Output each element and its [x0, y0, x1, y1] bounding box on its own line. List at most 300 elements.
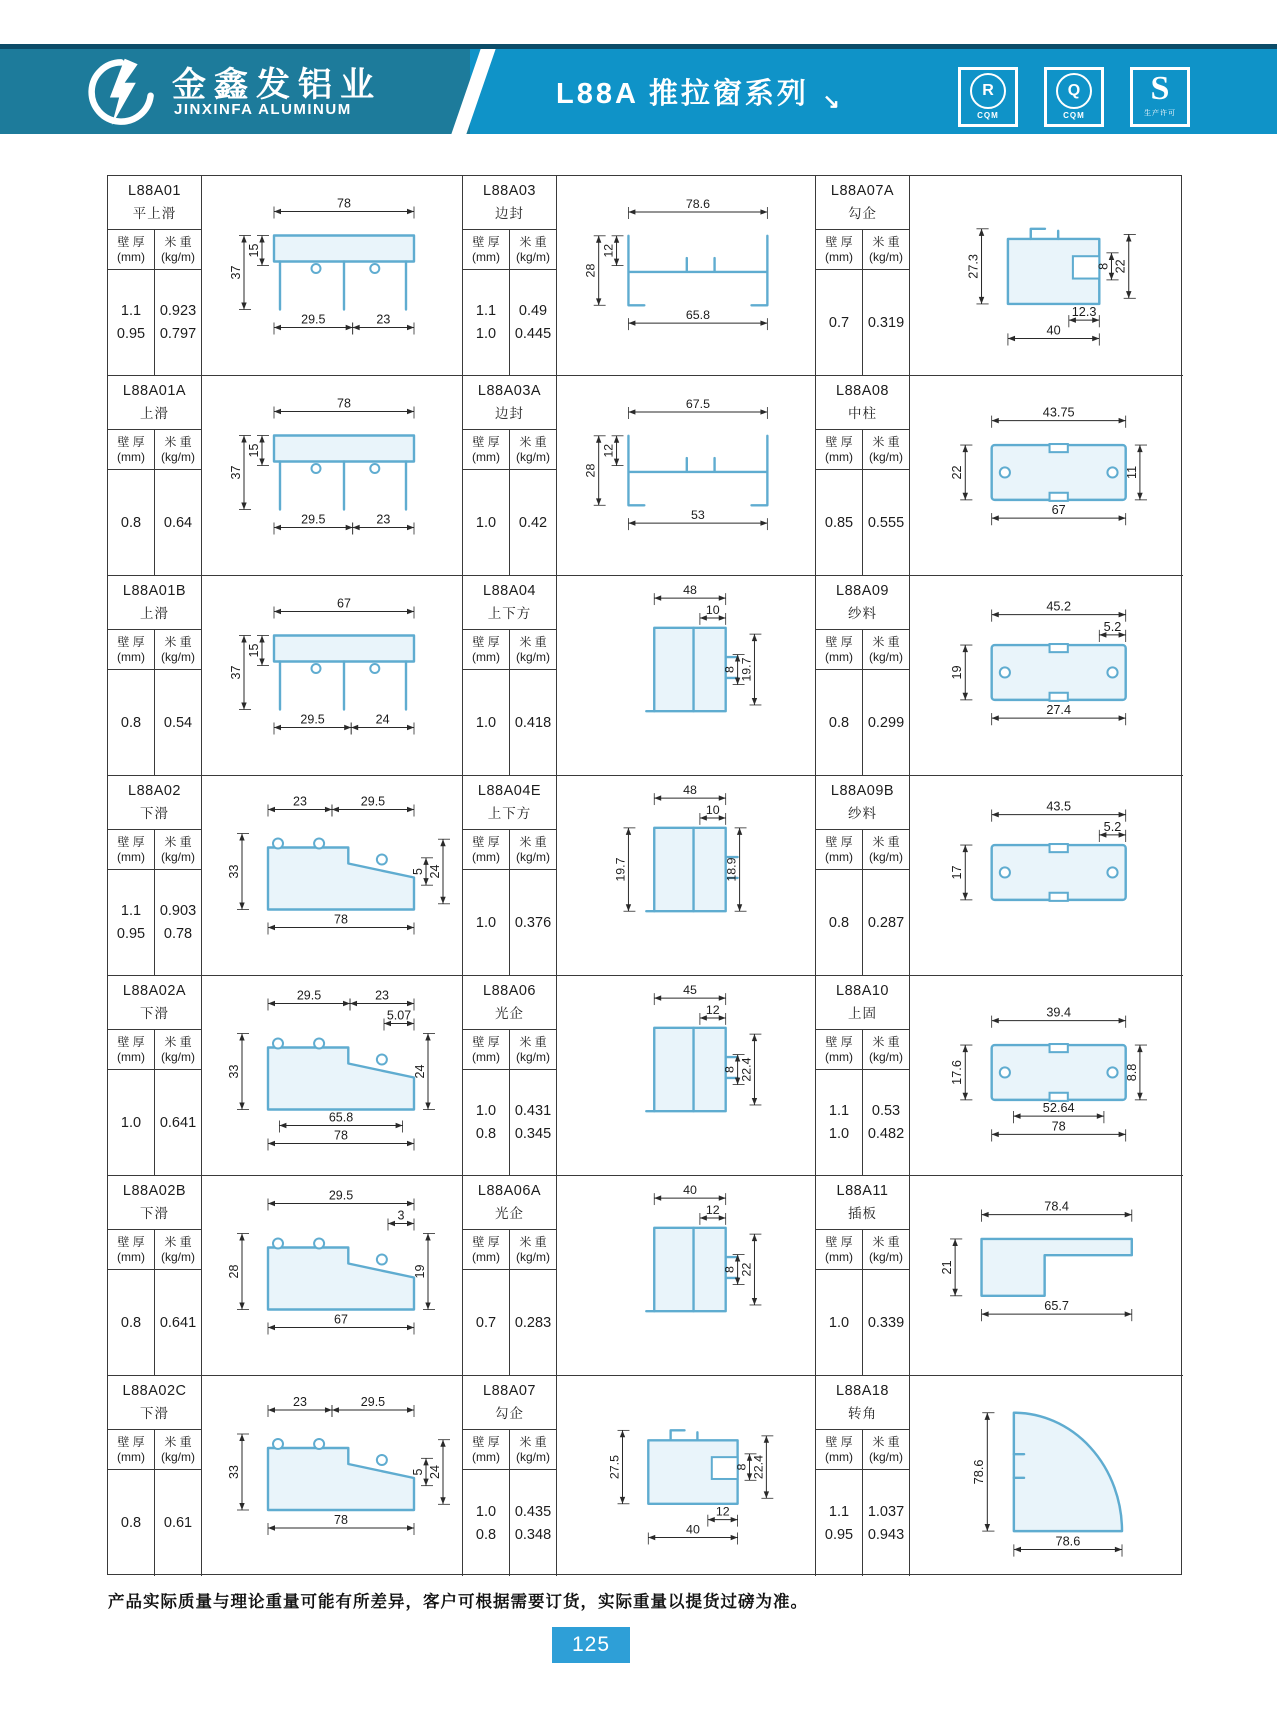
profile-model: L88A09B	[830, 783, 895, 799]
page-number: 125	[552, 1627, 630, 1663]
value-rows	[463, 870, 556, 975]
wall-thickness-unit: (mm)	[472, 649, 500, 664]
wall-thickness-header	[463, 630, 510, 669]
wall-thickness-header	[816, 430, 863, 469]
meter-weight-values	[863, 870, 909, 975]
column-headers	[816, 430, 909, 470]
column-headers	[108, 630, 201, 670]
wall-thickness-values	[463, 1070, 510, 1175]
value-rows	[463, 470, 556, 575]
profile-cell-l88a02a	[108, 976, 463, 1176]
profile-name: 中柱	[848, 406, 877, 421]
meter-weight-unit: (kg/m)	[869, 249, 903, 264]
profile-model-cell	[108, 776, 201, 830]
dim-label: 29.5	[300, 712, 325, 727]
profile-model-cell	[463, 576, 556, 630]
wall-thickness-values	[108, 870, 155, 975]
column-headers	[816, 1030, 909, 1070]
dim-label: 67	[337, 596, 351, 611]
dim-label: 37	[229, 465, 243, 480]
profile-info-panel	[463, 576, 557, 775]
wall-thickness-value: 1.0	[828, 1126, 850, 1142]
meter-weight-label: 米 重	[519, 234, 547, 249]
dim-label: 52.64	[1042, 1101, 1075, 1116]
badge-sub-label: CQM	[1063, 111, 1085, 120]
meter-weight-unit: (kg/m)	[869, 449, 903, 464]
wall-thickness-values	[816, 1070, 863, 1175]
dim-label: 29.5	[301, 512, 326, 527]
profile-info-panel	[463, 1376, 557, 1576]
dim-label: 78	[334, 912, 348, 927]
wall-thickness-label: 壁 厚	[117, 434, 145, 449]
column-headers	[108, 430, 201, 470]
wall-thickness-label: 壁 厚	[472, 1434, 500, 1449]
profile-model: L88A07	[483, 1383, 536, 1399]
meter-weight-unit: (kg/m)	[161, 849, 195, 864]
wall-thickness-header	[463, 230, 510, 269]
wall-thickness-values	[463, 1270, 510, 1375]
profile-info-panel	[108, 1176, 202, 1375]
dim-label: 29.5	[301, 312, 326, 327]
wall-thickness-values	[816, 470, 863, 575]
wall-thickness-values	[816, 870, 863, 975]
dim-label: 19.7	[613, 857, 628, 882]
meter-weight-value: 0.641	[159, 1314, 197, 1331]
wall-thickness-values	[108, 470, 155, 575]
column-headers	[463, 230, 556, 270]
dim-label: 78	[334, 1513, 348, 1527]
column-headers	[816, 1230, 909, 1270]
dim-label: 27.5	[607, 1455, 622, 1480]
profile-name: 下滑	[140, 1206, 169, 1221]
profile-cell-l88a02	[108, 776, 463, 976]
dim-label: 17.6	[950, 1060, 965, 1085]
dim-label: 65.7	[1044, 1299, 1070, 1314]
wall-thickness-unit: (mm)	[117, 1249, 145, 1264]
dim-label: 29.5	[360, 1395, 386, 1409]
meter-weight-value: 0.797	[159, 326, 197, 342]
meter-weight-value: 0.943	[867, 1526, 905, 1543]
profile-model-cell	[816, 976, 909, 1030]
profile-name: 光企	[495, 1006, 524, 1021]
cert-badge-q-cqm	[1044, 67, 1104, 127]
wall-thickness-unit: (mm)	[825, 449, 853, 464]
dim-label: 8	[1096, 262, 1111, 270]
value-rows	[108, 1470, 201, 1576]
wall-thickness-label: 壁 厚	[472, 834, 500, 849]
dim-label: 43.75	[1042, 405, 1075, 420]
dim-label: 19	[413, 1264, 427, 1279]
meter-weight-label: 米 重	[872, 234, 900, 249]
dim-label: 78	[337, 396, 351, 411]
dim-label: 43.5	[1046, 799, 1072, 814]
value-rows	[463, 270, 556, 375]
wall-thickness-label: 壁 厚	[117, 834, 145, 849]
company-logo-icon	[84, 55, 158, 129]
dim-label: 5.2	[1103, 619, 1122, 634]
profile-model: L88A04	[483, 583, 536, 599]
profile-info-panel	[816, 176, 910, 375]
meter-weight-values	[155, 1470, 201, 1576]
meter-weight-unit: (kg/m)	[869, 1249, 903, 1264]
dim-label: 12	[705, 1202, 720, 1217]
series-title	[556, 71, 840, 112]
meter-weight-value: 0.431	[514, 1103, 552, 1119]
profile-info-panel	[463, 1176, 557, 1375]
meter-weight-values	[863, 270, 909, 375]
value-rows	[816, 1270, 909, 1375]
profile-name: 纱料	[848, 606, 877, 621]
wall-thickness-values	[463, 270, 510, 375]
profile-name: 下滑	[140, 1006, 169, 1021]
wall-thickness-value: 0.7	[828, 314, 850, 331]
dim-label: 29.5	[328, 1188, 354, 1203]
wall-thickness-unit: (mm)	[117, 1449, 145, 1464]
value-rows	[816, 1470, 909, 1576]
dim-label: 8.8	[1124, 1063, 1139, 1082]
meter-weight-value: 1.037	[867, 1503, 905, 1520]
profile-model: L88A08	[836, 383, 889, 399]
wall-thickness-label: 壁 厚	[117, 634, 145, 649]
meter-weight-unit: (kg/m)	[516, 1049, 550, 1064]
dim-label: 28	[227, 1264, 241, 1279]
dim-label: 67.5	[685, 397, 710, 412]
meter-weight-value: 0.641	[159, 1114, 197, 1131]
wall-thickness-unit: (mm)	[472, 1249, 500, 1264]
series-title-text: L88A 推拉窗系列	[556, 78, 809, 110]
profile-model-cell	[108, 376, 201, 430]
dim-label: 5.07	[386, 1008, 412, 1023]
wall-thickness-value: 0.95	[116, 326, 146, 342]
dim-label: 22	[950, 465, 965, 480]
profile-info-panel	[463, 976, 557, 1175]
footer-note: 产品实际质量与理论重量可能有所差异，客户可根据需要订货，实际重量以提货过磅为准。	[108, 1593, 808, 1611]
wall-thickness-header	[816, 1430, 863, 1469]
meter-weight-label: 米 重	[519, 1234, 547, 1249]
profile-cell-l88a06a	[463, 1176, 816, 1376]
dim-label: 22.4	[751, 1455, 766, 1480]
certification-badges	[958, 67, 1190, 127]
profile-info-panel	[108, 576, 202, 775]
profile-drawing	[910, 176, 1183, 375]
meter-weight-value: 0.49	[518, 303, 548, 319]
wall-thickness-header	[108, 1030, 155, 1069]
column-headers	[463, 830, 556, 870]
wall-thickness-values	[816, 670, 863, 775]
meter-weight-values	[510, 1470, 556, 1576]
profile-cell-l88a08	[816, 376, 1183, 576]
meter-weight-header	[863, 1430, 909, 1469]
dim-label: 53	[691, 508, 705, 523]
profile-drawing	[557, 776, 815, 975]
profile-name: 上下方	[487, 806, 532, 821]
meter-weight-value: 0.299	[867, 714, 905, 731]
dim-label: 78.6	[971, 1459, 987, 1485]
wall-thickness-label: 壁 厚	[825, 834, 853, 849]
meter-weight-header	[510, 1030, 556, 1069]
dim-label: 5.2	[1103, 819, 1122, 834]
meter-weight-label: 米 重	[872, 1434, 900, 1449]
wall-thickness-label: 壁 厚	[472, 434, 500, 449]
meter-weight-values	[510, 1070, 556, 1175]
dim-label: 8	[722, 1266, 737, 1273]
profile-cell-l88a09	[816, 576, 1183, 776]
company-name-cn: 金鑫发铝业	[172, 66, 382, 104]
badge-letter: R	[982, 82, 994, 99]
meter-weight-value: 0.435	[514, 1503, 552, 1520]
profile-model-cell	[816, 1376, 909, 1430]
meter-weight-values	[510, 270, 556, 375]
meter-weight-values	[510, 670, 556, 775]
dim-label: 27.3	[966, 254, 981, 279]
wall-thickness-value: 0.8	[828, 914, 850, 931]
profile-name: 上固	[848, 1006, 877, 1021]
value-rows	[816, 470, 909, 575]
meter-weight-header	[155, 1030, 201, 1069]
value-rows	[108, 270, 201, 375]
meter-weight-values	[155, 1270, 201, 1375]
dim-label: 67	[334, 1312, 348, 1327]
profile-cell-l88a07a	[816, 176, 1183, 376]
dim-label: 45	[683, 983, 697, 998]
column-headers	[108, 1030, 201, 1070]
profile-info-panel	[816, 776, 910, 975]
header-band	[0, 44, 1277, 134]
wall-thickness-header	[108, 430, 155, 469]
wall-thickness-header	[108, 630, 155, 669]
wall-thickness-label: 壁 厚	[472, 234, 500, 249]
profile-drawing	[557, 376, 815, 575]
value-rows	[463, 1070, 556, 1175]
meter-weight-value: 0.53	[871, 1103, 901, 1119]
dim-label: 37	[229, 265, 243, 280]
dim-label: 19	[950, 665, 965, 680]
column-headers	[816, 1430, 909, 1470]
profile-model-cell	[816, 576, 909, 630]
profile-model: L88A11	[836, 1183, 889, 1199]
dim-label: 40	[1046, 323, 1061, 338]
wall-thickness-header	[816, 1230, 863, 1269]
meter-weight-header	[510, 830, 556, 869]
wall-thickness-unit: (mm)	[117, 249, 145, 264]
dim-label: 22	[739, 1262, 754, 1277]
meter-weight-values	[155, 470, 201, 575]
meter-weight-values	[155, 870, 201, 975]
dim-label: 15	[247, 243, 261, 258]
wall-thickness-value: 0.95	[824, 1526, 854, 1543]
meter-weight-header	[155, 1430, 201, 1469]
value-rows	[463, 670, 556, 775]
dim-label: 78.6	[685, 197, 710, 212]
meter-weight-values	[510, 1270, 556, 1375]
profile-drawing	[202, 976, 462, 1175]
meter-weight-values	[510, 470, 556, 575]
meter-weight-header	[863, 430, 909, 469]
profile-name: 光企	[495, 1206, 524, 1221]
meter-weight-value: 0.283	[514, 1314, 552, 1331]
dim-label: 18.9	[724, 857, 739, 882]
wall-thickness-value: 1.0	[475, 914, 497, 931]
profile-name: 边封	[495, 406, 524, 421]
profile-model-cell	[108, 176, 201, 230]
dim-label: 15	[247, 643, 261, 658]
wall-thickness-unit: (mm)	[825, 1049, 853, 1064]
meter-weight-header	[863, 230, 909, 269]
column-headers	[463, 630, 556, 670]
wall-thickness-label: 壁 厚	[472, 634, 500, 649]
meter-weight-label: 米 重	[872, 434, 900, 449]
wall-thickness-label: 壁 厚	[825, 634, 853, 649]
profile-name: 勾企	[495, 1406, 524, 1421]
wall-thickness-header	[463, 1230, 510, 1269]
wall-thickness-label: 壁 厚	[825, 434, 853, 449]
dim-label: 5	[411, 1468, 425, 1476]
dim-label: 8	[722, 1066, 737, 1073]
profile-model: L88A02A	[122, 983, 187, 999]
badge-sub-label: 生产许可	[1144, 110, 1176, 117]
meter-weight-value: 0.339	[867, 1314, 905, 1331]
profile-model: L88A02C	[122, 1383, 187, 1399]
meter-weight-value: 0.923	[159, 303, 197, 319]
profile-model: L88A07A	[830, 183, 895, 199]
dim-label: 48	[683, 783, 697, 798]
wall-thickness-value: 1.1	[120, 903, 142, 919]
dim-label: 78	[334, 1128, 348, 1143]
meter-weight-label: 米 重	[872, 1234, 900, 1249]
profile-info-panel	[463, 776, 557, 975]
meter-weight-label: 米 重	[519, 834, 547, 849]
wall-thickness-values	[108, 1470, 155, 1576]
wall-thickness-label: 壁 厚	[825, 1234, 853, 1249]
wall-thickness-value: 0.95	[116, 926, 146, 942]
profile-name: 边封	[495, 206, 524, 221]
meter-weight-values	[155, 270, 201, 375]
profile-drawing	[910, 776, 1183, 975]
dim-label: 24	[413, 1064, 427, 1079]
profile-model-cell	[816, 176, 909, 230]
wall-thickness-values	[108, 1070, 155, 1175]
wall-thickness-label: 壁 厚	[472, 1034, 500, 1049]
dim-label: 45.2	[1046, 599, 1072, 614]
dim-label: 8	[734, 1463, 749, 1471]
meter-weight-values	[863, 1470, 909, 1576]
dim-label: 33	[227, 864, 241, 879]
wall-thickness-unit: (mm)	[117, 649, 145, 664]
dim-label: 12.3	[1071, 305, 1097, 320]
profile-info-panel	[816, 976, 910, 1175]
meter-weight-value: 0.345	[514, 1126, 552, 1142]
dim-label: 10	[705, 802, 720, 817]
meter-weight-label: 米 重	[164, 834, 192, 849]
profile-drawing	[910, 576, 1183, 775]
value-rows	[108, 670, 201, 775]
dim-label: 12	[715, 1504, 730, 1519]
wall-thickness-unit: (mm)	[472, 249, 500, 264]
meter-weight-value: 0.903	[159, 903, 197, 919]
profile-model-cell	[463, 376, 556, 430]
wall-thickness-header	[463, 430, 510, 469]
wall-thickness-unit: (mm)	[472, 1449, 500, 1464]
profile-model-cell	[463, 176, 556, 230]
dim-label: 22	[1113, 259, 1128, 274]
meter-weight-header	[510, 630, 556, 669]
meter-weight-value: 0.445	[514, 326, 552, 342]
wall-thickness-header	[463, 1430, 510, 1469]
dim-label: 23	[376, 312, 391, 327]
wall-thickness-value: 1.0	[828, 1314, 850, 1331]
dim-label: 67	[1051, 503, 1066, 518]
dim-label: 48	[683, 583, 697, 598]
profile-cell-l88a01a	[108, 376, 463, 576]
profile-info-panel	[463, 176, 557, 375]
meter-weight-values	[863, 670, 909, 775]
meter-weight-label: 米 重	[164, 634, 192, 649]
wall-thickness-values	[816, 270, 863, 375]
profile-drawing	[910, 1176, 1183, 1375]
meter-weight-header	[863, 1030, 909, 1069]
profile-cell-l88a02b	[108, 1176, 463, 1376]
wall-thickness-unit: (mm)	[825, 1249, 853, 1264]
profile-model-cell	[108, 976, 201, 1030]
profile-cell-l88a09b	[816, 776, 1183, 976]
meter-weight-value: 0.54	[163, 714, 193, 731]
wall-thickness-value: 0.8	[120, 1314, 142, 1331]
meter-weight-unit: (kg/m)	[161, 449, 195, 464]
dim-label: 23	[293, 1395, 307, 1409]
dim-label: 27.4	[1046, 703, 1072, 718]
wall-thickness-value: 0.8	[475, 1126, 497, 1142]
meter-weight-values	[155, 670, 201, 775]
profile-name: 下滑	[140, 1406, 169, 1421]
wall-thickness-header	[816, 830, 863, 869]
cert-badge-r-cqm	[958, 67, 1018, 127]
wall-thickness-unit: (mm)	[117, 449, 145, 464]
column-headers	[108, 830, 201, 870]
meter-weight-header	[510, 430, 556, 469]
dim-label: 28	[583, 463, 598, 478]
dim-label: 33	[227, 1064, 241, 1079]
profile-info-panel	[816, 1376, 910, 1576]
meter-weight-unit: (kg/m)	[516, 249, 550, 264]
profile-name: 上滑	[140, 406, 169, 421]
profile-cell-l88a03a	[463, 376, 816, 576]
profile-model-cell	[463, 976, 556, 1030]
wall-thickness-value: 0.8	[475, 1526, 497, 1543]
profile-model: L88A10	[836, 983, 889, 999]
wall-thickness-label: 壁 厚	[472, 1234, 500, 1249]
meter-weight-label: 米 重	[519, 434, 547, 449]
meter-weight-values	[863, 1070, 909, 1175]
wall-thickness-values	[108, 1270, 155, 1375]
wall-thickness-value: 1.1	[120, 303, 142, 319]
dim-label: 78	[337, 196, 351, 211]
dim-label: 19.7	[739, 657, 754, 682]
meter-weight-label: 米 重	[164, 234, 192, 249]
profile-model-cell	[816, 1176, 909, 1230]
meter-weight-unit: (kg/m)	[161, 249, 195, 264]
profile-cell-l88a18	[816, 1376, 1183, 1576]
value-rows	[816, 270, 909, 375]
profile-model: L88A01A	[122, 383, 187, 399]
wall-thickness-value: 1.1	[828, 1103, 850, 1119]
meter-weight-label: 米 重	[872, 834, 900, 849]
meter-weight-unit: (kg/m)	[516, 1449, 550, 1464]
meter-weight-header	[863, 1230, 909, 1269]
wall-thickness-label: 壁 厚	[825, 234, 853, 249]
meter-weight-header	[863, 630, 909, 669]
dim-label: 65.8	[685, 308, 710, 323]
meter-weight-value: 0.319	[867, 314, 905, 331]
